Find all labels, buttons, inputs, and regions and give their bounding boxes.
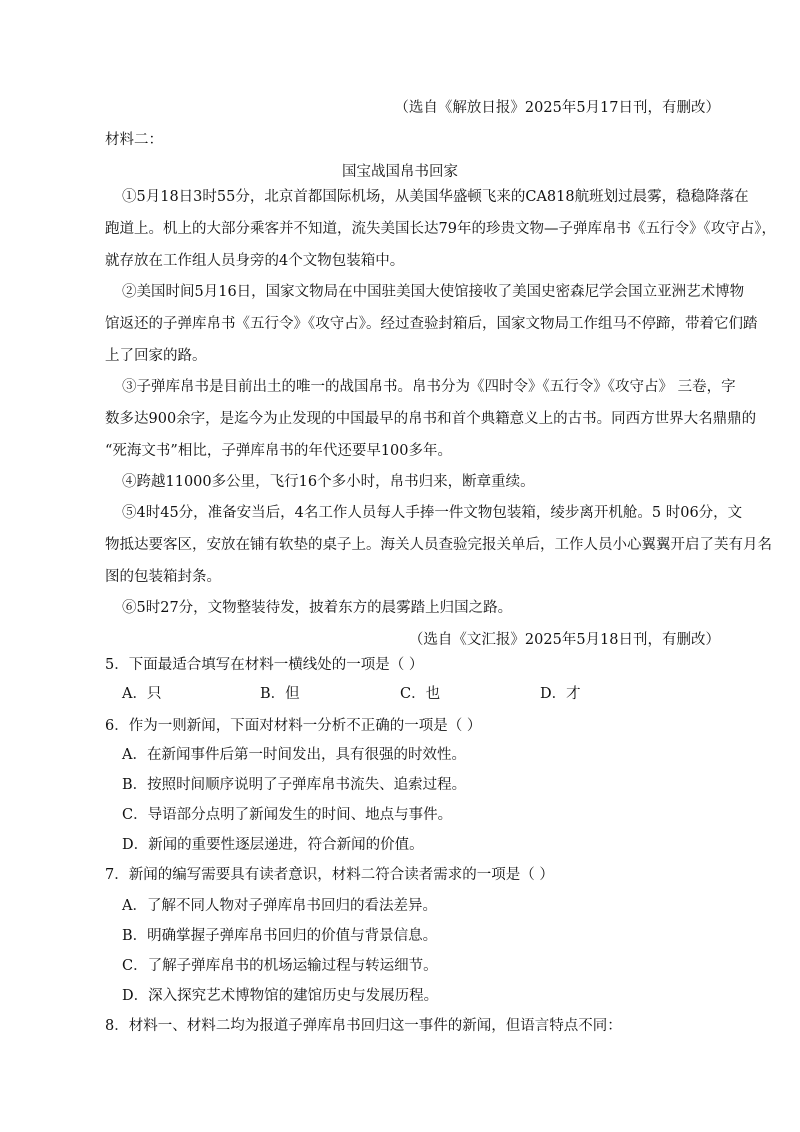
option-b[interactable]: B．明确掌握子弹库帛书回归的价值与背景信息。 xyxy=(122,928,438,944)
option-b[interactable]: B．按照时间顺序说明了子弹库帛书流失、追索过程。 xyxy=(122,777,467,793)
paragraph-line: ⑤4时45分，准备安当后，4名工作人员每人手捧一件文物包装箱，绫步离开机舱。5 时06分，文 xyxy=(122,505,743,521)
paragraph-line: 上了回家的路。 xyxy=(105,348,207,364)
option-b[interactable]: B．但 xyxy=(260,686,300,702)
option-a[interactable]: A．只 xyxy=(122,686,162,702)
option-c[interactable]: C．导语部分点明了新闻发生的时间、地点与事件。 xyxy=(122,807,453,823)
material1-source: （选自《解放日报》2025年5月17日刊，有删改） xyxy=(394,100,720,116)
option-a[interactable]: A．在新闻事件后第一时间发出，具有很强的时效性。 xyxy=(122,747,466,763)
paragraph-line: “死海文书”相比，子弹库帛书的年代还要早100多年。 xyxy=(105,443,452,459)
paragraph-line: 图的包装箱封条。 xyxy=(105,569,221,585)
material2-heading: 材料二： xyxy=(105,132,163,148)
article-title: 国宝战国帛书回家 xyxy=(342,164,458,180)
material2-source: （选自《文汇报》2025年5月18日刊，有删改） xyxy=(408,632,720,648)
paragraph-line: 跑道上。机上的大部分乘客并不知道，流失美国长达79年的珍贵文物—子弹库帛书《五行令》《攻守占》， xyxy=(105,221,776,237)
paragraph-line: 数多达900余字，是迄今为止发现的中国最早的帛书和首个典籍意义上的古书。同西方世界大名鼎鼎的 xyxy=(105,411,757,427)
option-d[interactable]: D．才 xyxy=(540,686,581,702)
option-c[interactable]: C．也 xyxy=(400,686,441,702)
paragraph-line: ⑥5时27分，文物整装待发，披着东方的晨雾踏上归国之路。 xyxy=(122,600,513,616)
paragraph-line: 馆返还的子弹库帛书《五行令》《攻守占》。经过查验封箱后，国家文物局工作组马不停蹄，带着它们踏 xyxy=(105,316,758,332)
paragraph-line: ①5月18日3时55分，北京首都国际机场，从美国华盛顿飞来的CA818航班划过晨雾，稳稳降落在 xyxy=(122,189,749,205)
question-stem: 6．作为一则新闻，下面对材料一分析不正确的一项是（ ） xyxy=(105,718,482,734)
paragraph-line: 物抵达要客区，安放在铺有软垫的桌子上。海关人员查验完报关单后，工作人员小心翼翼开启了芙有月名 xyxy=(105,537,772,553)
option-d[interactable]: D．新闻的重要性逐层递进，符合新闻的价值。 xyxy=(122,837,424,853)
question-stem: 7．新闻的编写需要具有读者意识，材料二符合读者需求的一项是（ ） xyxy=(105,867,554,883)
paragraph-line: ②美国时间5月16日，国家文物局在中国驻美国大使馆接收了美国史密森尼学会国立亚洲艺术博物 xyxy=(122,284,745,300)
option-a[interactable]: A．了解不同人物对子弹库帛书回归的看法差异。 xyxy=(122,898,437,914)
option-c[interactable]: C．了解子弹库帛书的机场运输过程与转运细节。 xyxy=(122,958,438,974)
paragraph-line: ③子弹库帛书是目前出土的唯一的战国帛书。帛书分为《四时令》《五行令》《攻守占》 三卷，字 xyxy=(122,379,736,395)
paragraph-line: 就存放在工作组人员身旁的4个文物包装箱中。 xyxy=(105,253,405,269)
question-stem: 8．材料一、材料二均为报道子弹库帛书回归这一事件的新闻，但语言特点不同： xyxy=(105,1018,622,1034)
paragraph-line: ④跨越11000多公里，飞行16个多小时，帛书归来，断章重续。 xyxy=(122,474,535,490)
question-stem: 5．下面最适合填写在材料一横线处的一项是（ ） xyxy=(105,657,424,673)
option-d[interactable]: D．深入探究艺术博物馆的建馆历史与发展历程。 xyxy=(122,988,439,1004)
